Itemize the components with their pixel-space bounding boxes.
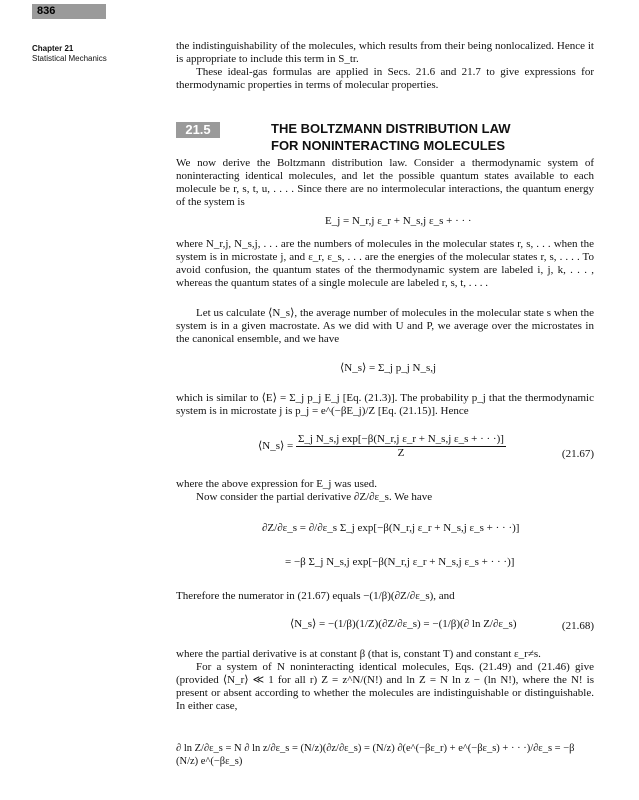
intro-paragraph-2: These ideal-gas formulas are applied in Secs. 21.6 and 21.7 to give expressions for thermodynamic properties in terms of molecular properties.: [176, 66, 594, 91]
paragraph-3: [176, 157, 594, 209]
intro-text: [176, 40, 594, 92]
equation-label-21-67: (21.67): [561, 448, 594, 460]
equation-21-68: ⟨N_s⟩ = −(1/β)(1/Z)(∂Z/∂ε_s) = −(1/β)(∂ ln Z/∂ε_s): [290, 618, 517, 630]
paragraph-text: For a system of N noninteracting identical molecules, Eqs. (21.49) and (21.46) give (provided ⟨N_r⟩ ≪ 1 for all r) Z = z^N/(N!) and ln Z = N ln z − (ln N!), where the N! is present or absent according to whether the molecules are indistinguishable or distinguishable. In either case,: [176, 661, 594, 712]
section-title-line-1: THE BOLTZMANN DISTRIBUTION LAW: [271, 121, 511, 136]
equation-dz-2: = −β Σ_j N_s,j exp[−β(N_r,j ε_r + N_s,j ε_s + · · ·)]: [285, 556, 515, 568]
eq-21-67-fraction: [296, 433, 506, 460]
eq-21-67-lhs: ⟨N_s⟩ =: [258, 440, 294, 453]
section-title: [271, 120, 571, 154]
section-title-line-2: FOR NONINTERACTING MOLECULES: [271, 138, 505, 153]
equation-final: ∂ ln Z/∂ε_s = N ∂ ln z/∂ε_s = (N/z)(∂z/∂ε_s) = (N/z) ∂(e^(−βε_r) + e^(−βε_s) + · · ·)/∂ε_s = −β (N/z) e^(−βε_s): [176, 743, 575, 767]
chapter-number: Chapter 21: [32, 44, 74, 53]
paragraph-4: [176, 238, 594, 290]
equation-dz-1: ∂Z/∂ε_s = ∂/∂ε_s Σ_j exp[−β(N_r,j ε_r + N_s,j ε_s + · · ·)]: [262, 522, 520, 534]
equation-average: ⟨N_s⟩ = Σ_j p_j N_s,j: [340, 362, 437, 374]
equation-label-21-68: (21.68): [561, 620, 594, 632]
page-number: 836: [32, 4, 106, 19]
paragraph-6: [176, 392, 594, 418]
paragraph-text: Let us calculate ⟨N_s⟩, the average number of molecules in the molecular state s when the system is in a given macrostate. As we did with U and P, we average over the microstates in the canonical ensemble, and we have: [176, 307, 594, 345]
paragraph-text: which is similar to ⟨E⟩ = Σ_j p_j E_j [Eq. (21.3)]. The probability p_j that the thermodynamic system is in microstate j is p_j = e^(−βE_j)/Z [Eq. (21.15)]. Hence: [176, 392, 594, 417]
equation-energy: E_j = N_r,j ε_r + N_s,j ε_s + · · ·: [325, 215, 472, 227]
eq-21-67-numerator: Σ_j N_s,j exp[−β(N_r,j ε_r + N_s,j ε_s + · · ·)]: [298, 433, 504, 445]
paragraph-text: Therefore the numerator in (21.67) equals −(1/β)(∂Z/∂ε_s), and: [176, 590, 455, 602]
section-number: 21.5: [176, 122, 220, 138]
paragraph-5: [176, 307, 594, 346]
paragraph-text: where the partial derivative is at constant β (that is, constant T) and constant ε_r≠s.: [176, 648, 541, 660]
paragraph-7: [176, 478, 594, 504]
paragraph-text: where N_r,j, N_s,j, . . . are the numbers of molecules in the molecular states r, s, . . . when the system is in microstate j, and ε_r, ε_s, . . . are the energies of the molecular states r, s, . . . . To avoid confusion, the quantum states of the thermodynamic system are labeled i, j, k, . . . , whereas the quantum states of a single molecule are labeled r, s, t, . . . .: [176, 238, 594, 289]
paragraph-10: [176, 648, 594, 713]
paragraph-text: Now consider the partial derivative ∂Z/∂ε_s. We have: [196, 491, 433, 503]
chapter-title: Statistical Mechanics: [32, 54, 107, 63]
paragraph-9: [176, 590, 594, 603]
paragraph-text: where the above expression for E_j was used.: [176, 478, 377, 490]
intro-paragraph-1: the indistinguishability of the molecules, which results from their being nonlocalized. Hence it is appropriate to include this term in S_tr.: [176, 40, 594, 65]
equation-21-67: [258, 433, 506, 460]
chapter-label: [32, 44, 107, 64]
eq-21-67-denominator: Z: [397, 447, 405, 459]
paragraph-text: We now derive the Boltzmann distribution law. Consider a thermodynamic system of noninteracting identical molecules, and let the possible quantum states available to each molecule be r, s, t, u, . . . . Since there are no intermolecular interactions, the quantum energy of the system is: [176, 157, 594, 208]
